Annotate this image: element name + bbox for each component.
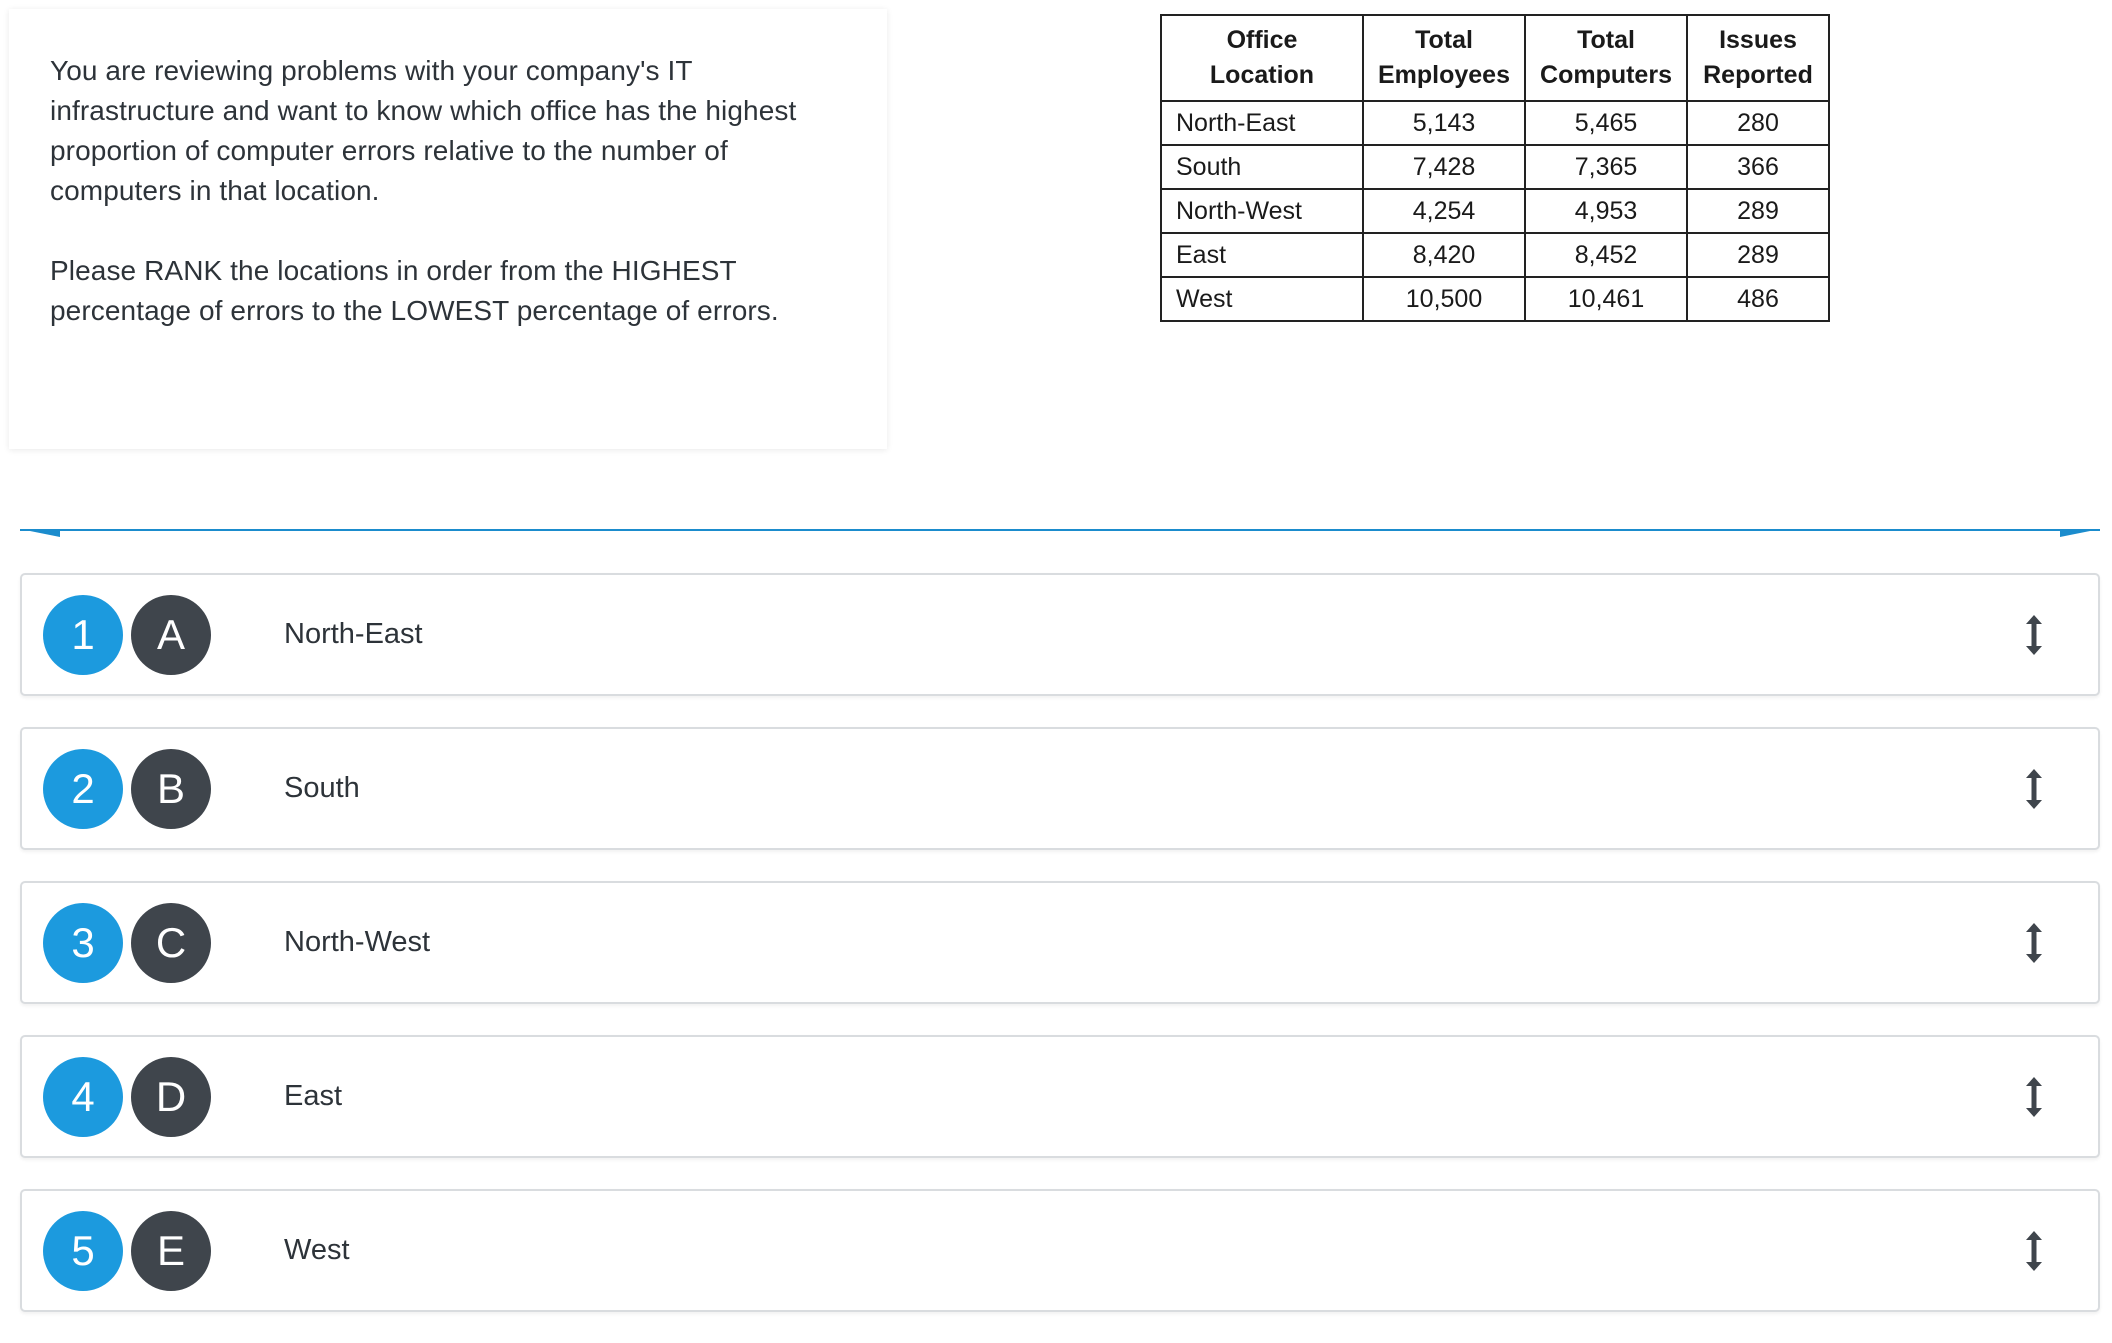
cell-employees: 4,254	[1363, 189, 1525, 233]
divider-left-tip	[20, 529, 60, 537]
cell-issues: 289	[1687, 233, 1829, 277]
question-card	[9, 9, 887, 449]
ranking-item-label: North-West	[284, 926, 431, 958]
ranking-item-west[interactable]	[20, 1189, 2100, 1312]
table-row	[1161, 233, 1829, 277]
ranking-item-label: West	[284, 1234, 350, 1266]
table-row	[1161, 277, 1829, 321]
cell-issues: 289	[1687, 189, 1829, 233]
cell-employees: 8,420	[1363, 233, 1525, 277]
drag-handle-icon[interactable]	[2022, 1229, 2046, 1273]
rank-number-badge: 2	[43, 749, 123, 829]
cell-location: North-East	[1161, 101, 1363, 145]
option-letter-badge: D	[131, 1057, 211, 1137]
table-row	[1161, 189, 1829, 233]
cell-location: North-West	[1161, 189, 1363, 233]
cell-location: West	[1161, 277, 1363, 321]
office-data-table	[1160, 14, 1830, 322]
cell-employees: 10,500	[1363, 277, 1525, 321]
cell-employees: 5,143	[1363, 101, 1525, 145]
cell-computers: 5,465	[1525, 101, 1687, 145]
cell-location: East	[1161, 233, 1363, 277]
ranking-item-label: North-East	[284, 618, 423, 650]
question-paragraph-1: You are reviewing problems with your company's IT infrastructure and want to know which office has the highest proportion of computer errors relative to the number of computers in that location.	[50, 55, 797, 206]
header-office-location: Office Location	[1161, 15, 1363, 101]
option-letter-badge: E	[131, 1211, 211, 1291]
cell-issues: 280	[1687, 101, 1829, 145]
question-paragraph-2: Please RANK the locations in order from the HIGHEST percentage of errors to the LOWEST percentage of errors.	[50, 255, 779, 326]
cell-employees: 7,428	[1363, 145, 1525, 189]
ranking-item-label: East	[284, 1080, 343, 1112]
rank-number-badge: 5	[43, 1211, 123, 1291]
header-total-computers: Total Computers	[1525, 15, 1687, 101]
option-letter-badge: A	[131, 595, 211, 675]
table-row	[1161, 101, 1829, 145]
divider-right-tip	[2060, 529, 2100, 537]
cell-computers: 4,953	[1525, 189, 1687, 233]
header-total-employees: Total Employees	[1363, 15, 1525, 101]
table-header-row	[1161, 15, 1829, 101]
section-divider	[20, 529, 2100, 531]
drag-handle-icon[interactable]	[2022, 613, 2046, 657]
drag-handle-icon[interactable]	[2022, 1075, 2046, 1119]
ranking-list	[20, 573, 2100, 1343]
option-letter-badge: B	[131, 749, 211, 829]
header-issues-reported: Issues Reported	[1687, 15, 1829, 101]
cell-computers: 8,452	[1525, 233, 1687, 277]
ranking-item-label: South	[284, 772, 360, 804]
ranking-item-north-east[interactable]	[20, 573, 2100, 696]
drag-handle-icon[interactable]	[2022, 767, 2046, 811]
ranking-item-north-west[interactable]	[20, 881, 2100, 1004]
option-letter-badge: C	[131, 903, 211, 983]
cell-computers: 7,365	[1525, 145, 1687, 189]
ranking-item-east[interactable]	[20, 1035, 2100, 1158]
cell-issues: 486	[1687, 277, 1829, 321]
rank-number-badge: 1	[43, 595, 123, 675]
rank-number-badge: 4	[43, 1057, 123, 1137]
ranking-item-south[interactable]	[20, 727, 2100, 850]
cell-location: South	[1161, 145, 1363, 189]
drag-handle-icon[interactable]	[2022, 921, 2046, 965]
cell-issues: 366	[1687, 145, 1829, 189]
table-row	[1161, 145, 1829, 189]
rank-number-badge: 3	[43, 903, 123, 983]
cell-computers: 10,461	[1525, 277, 1687, 321]
